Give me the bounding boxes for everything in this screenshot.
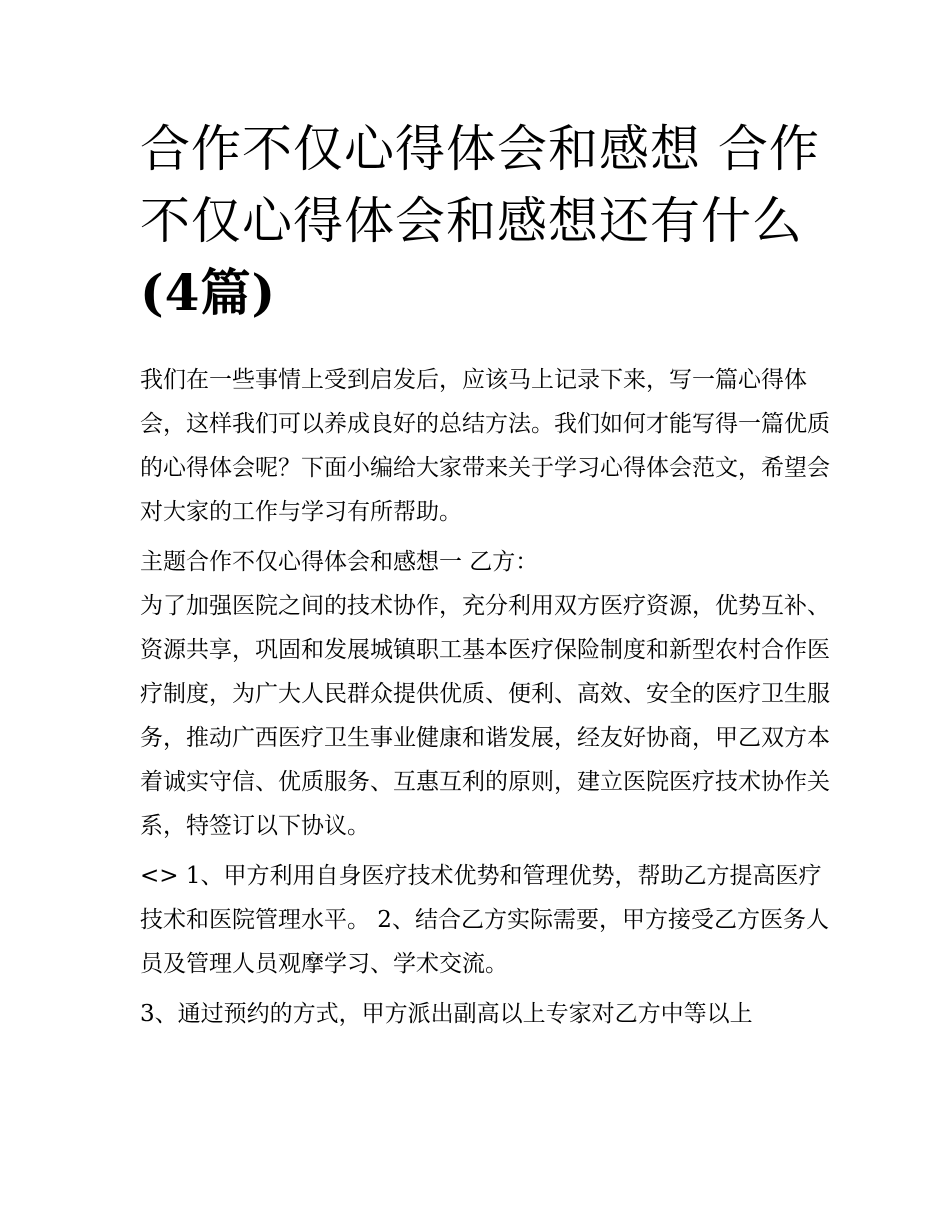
paragraph-clause-1-2: <> 1、甲方利用自身医疗技术优势和管理优势，帮助乙方提高医疗技术和医院管理水平。 2、结合乙方实际需要，甲方接受乙方医务人员及管理人员观摩学习、学术交流。	[140, 863, 829, 977]
document-title	[140, 113, 820, 329]
paragraph-intro: 我们在一些事情上受到启发后，应该马上记录下来，写一篇心得体会，这样我们可以养成良好的总结方法。我们如何才能写得一篇优质的心得体会呢？下面小编给大家带来关于学习心得体会范文，希望会对大家的工作与学习有所帮助。	[140, 367, 830, 525]
paragraph-topic: 主题合作不仅心得体会和感想一 乙方：	[140, 549, 539, 575]
title-main: 合作不仅心得体会和感想 合作不仅心得体会和感想还有什么	[140, 120, 820, 250]
paragraph-purpose: 为了加强医院之间的技术协作，充分利用双方医疗资源，优势互补、资源共享，巩固和发展城镇职工基本医疗保险制度和新型农村合作医疗制度，为广大人民群众提供优质、便利、高效、安全的医疗卫生服务，推动广西医疗卫生事业健康和谐发展，经友好协商，甲乙双方本着诚实守信、优质服务、互惠互利的原则，建立医院医疗技术协作关系，特签订以下协议。	[140, 593, 830, 839]
title-suffix: (4篇)	[140, 263, 277, 322]
document-body	[140, 358, 830, 1036]
paragraph-clause-3: 3、通过预约的方式，甲方派出副高以上专家对乙方中等以上	[140, 1001, 753, 1027]
